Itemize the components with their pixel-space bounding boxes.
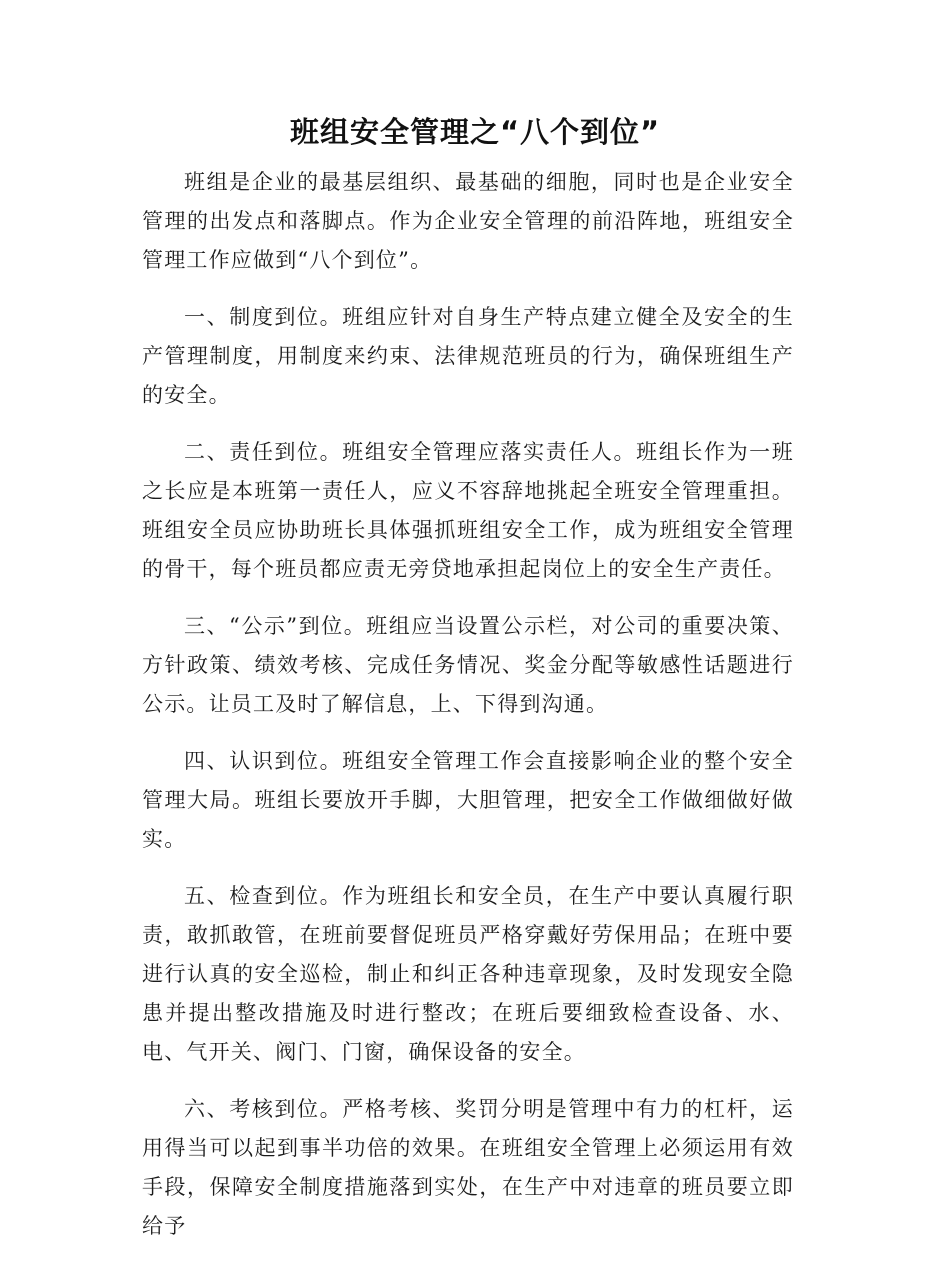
paragraph-assessment: 六、考核到位。严格考核、奖罚分明是管理中有力的杠杆，运用得当可以起到事半功倍的效果。在班组安全管理上必须运用有效手段，保障安全制度措施落到实处，在生产中对违章的班员要立即给予 xyxy=(142,1097,794,1238)
paragraph-awareness: 四、认识到位。班组安全管理工作会直接影响企业的整个安全管理大局。班组长要放开手脚，大胆管理，把安全工作做细做好做实。 xyxy=(142,749,794,851)
paragraph-responsibility: 二、责任到位。班组安全管理应落实责任人。班组长作为一班之长应是本班第一责任人，应义不容辞地挑起全班安全管理重担。班组安全员应协助班长具体强抓班组安全工作，成为班组安全管理的骨干，每个班员都应责无旁贷地承担起岗位上的安全生产责任。 xyxy=(142,440,794,581)
paragraph-inspection: 五、检查到位。作为班组长和安全员，在生产中要认真履行职责，敢抓敢管，在班前要督促班员严格穿戴好劳保用品；在班中要进行认真的安全巡检，制止和纠正各种违章现象，及时发现安全隐患并提出整改措施及时进行整改；在班后要细致检查设备、水、电、气开关、阀门、门窗，确保设备的安全。 xyxy=(142,884,794,1064)
paragraph-system: 一、制度到位。班组应针对自身生产特点建立健全及安全的生产管理制度，用制度来约束、法律规范班员的行为，确保班组生产的安全。 xyxy=(142,305,794,407)
document-body xyxy=(142,163,794,1264)
page-title: 班组安全管理之“八个到位” xyxy=(289,115,661,149)
paragraph-intro: 班组是企业的最基层组织、最基础的细胞，同时也是企业安全管理的出发点和落脚点。作为企业安全管理的前沿阵地，班组安全管理工作应做到“八个到位”。 xyxy=(142,170,794,272)
paragraph-publicity: 三、“公示”到位。班组应当设置公示栏，对公司的重要决策、方针政策、绩效考核、完成任务情况、奖金分配等敏感性话题进行公示。让员工及时了解信息，上、下得到沟通。 xyxy=(142,614,794,716)
